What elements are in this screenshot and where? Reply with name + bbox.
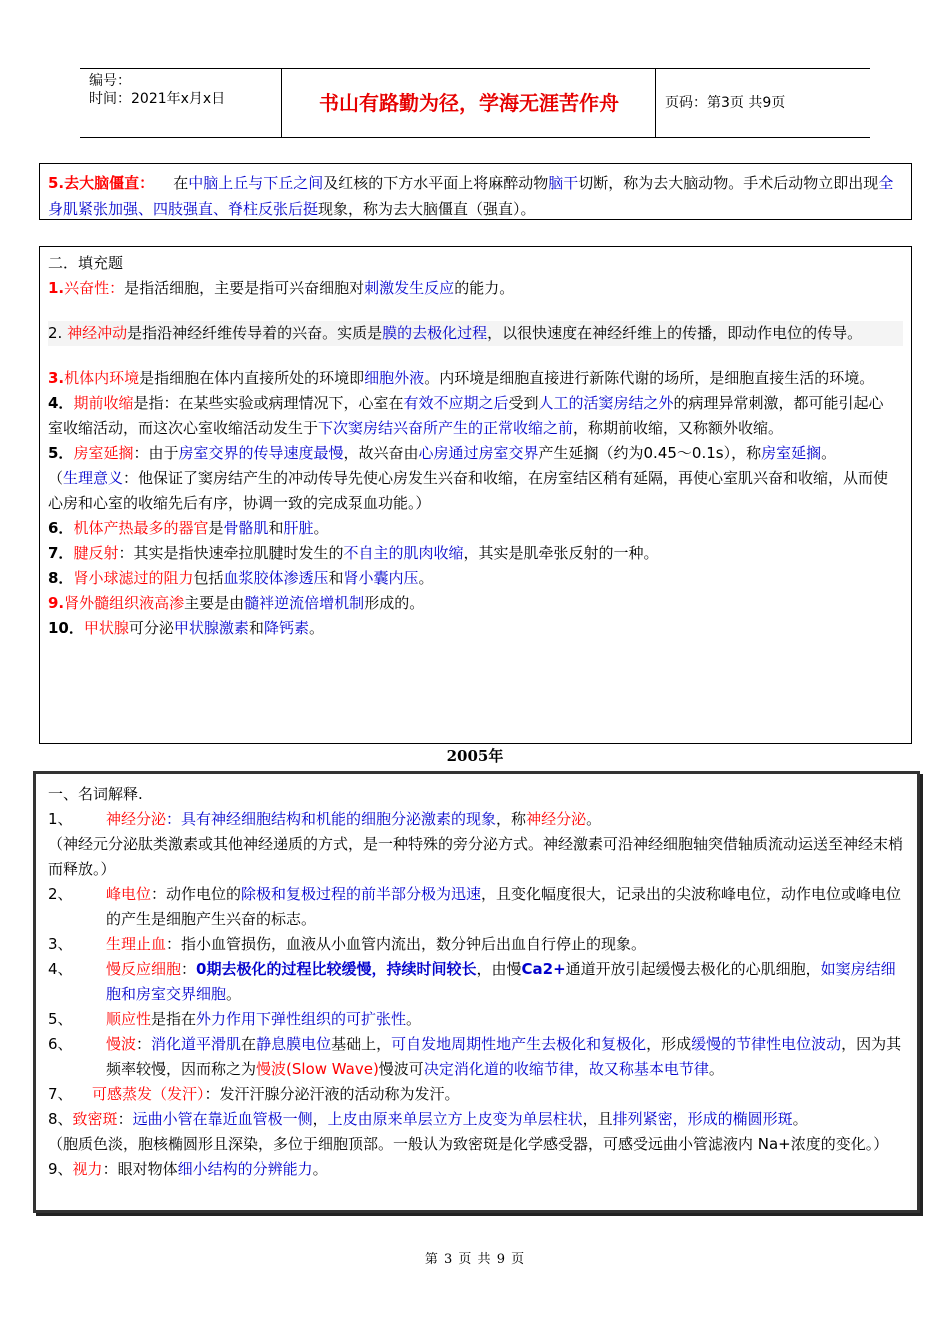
item-number: 3. [48,369,65,387]
keyword: 决定消化道的收缩节律，故又称基本电节律 [423,1060,709,1078]
fill-item-5-note [48,466,903,516]
keyword: 可自发地周期性地产生去极化和复极化 [391,1035,647,1053]
term-item-1-note: （神经元分泌肽类激素或其他神经递质的方式，是一种特殊的旁分泌方式。神经激素可沿神经细胞轴突借轴质流动运送至神经末梢而释放。） [48,835,904,878]
text: 切断，称为去大脑动物。手术后动物立即出现 [578,174,879,192]
keyword: Ca2+ [521,960,566,978]
item-number: 10． [48,619,84,637]
term: 机体内环境 [64,369,140,387]
text: 形成的。 [364,594,425,612]
text: 。 [313,519,329,537]
keyword: 甲状腺激素 [173,619,249,637]
item-number: 7、 [48,1085,73,1103]
text: 及红核的下方水平面上将麻醉动物 [323,174,549,192]
keyword: 0期去极化的过程比较缓慢，持续时间较长 [196,960,477,978]
text: 的病理异常刺激，都可能引起心 [673,394,884,412]
keyword: 上皮由原来单层立方上皮变为单层柱状 [327,1110,583,1128]
decerebrate-rigidity-box [39,163,912,220]
term: 期前收缩 [73,394,134,412]
page-footer: 第 3 页 共 9 页 [424,1252,526,1267]
text: 。 [586,810,602,828]
item-number: 5、 [48,1010,73,1028]
item-number: 1、 [48,810,73,828]
keyword: 有效不应期之后 [403,394,509,412]
keyword: 髓袢逆流倍增机制 [244,594,365,612]
definition-paragraph [48,170,903,222]
text: ： [136,1035,152,1053]
text: 的能力。 [454,279,515,297]
keyword: 不自主的肌肉收缩 [343,544,464,562]
header-meta [80,69,282,137]
fill-in-section [39,246,912,744]
text: 。 [708,1060,724,1078]
header-page-info: 页码：第3页 共9页 [665,95,786,111]
fill-item-9 [48,591,903,616]
text: ，因为其频率较慢，因而称之为 [106,1035,902,1078]
item-number: 5. [48,174,65,192]
keyword: 肾小囊内压 [343,569,419,587]
term: 神经冲动 [67,324,128,342]
keyword: 房室交界的传导速度最慢 [178,444,344,462]
section-title: 一、名词解释. [48,785,143,803]
text: 包括 [193,569,224,587]
text: 在 [173,174,189,192]
text: 。 [312,1160,328,1178]
term: 去大脑僵直： [64,174,155,192]
term: 房室延搁 [73,444,134,462]
keyword: 外力作用下弹性组织的可扩张性 [196,1010,407,1028]
keyword: 降钙素 [263,619,309,637]
text: ：发汗汗腺分泌汗液的活动称为发汗。 [204,1085,460,1103]
keyword: 血浆胶体渗透压 [223,569,329,587]
term: 肾外髓组织液高渗 [64,594,185,612]
keyword: 刺激发生反应 [364,279,455,297]
keyword: 脑干 [548,174,579,192]
text: 。 [308,619,324,637]
keyword: 具有神经细胞结构和机能的细胞分泌激素的现象 [181,810,497,828]
text: 和 [268,519,284,537]
section-title: 二．填充题 [48,254,124,272]
fill-item-3 [48,366,903,391]
term: 机体产热最多的器官 [73,519,209,537]
text: 。 [226,985,242,1003]
fill-item-5 [48,441,903,466]
text: ：其实是指快速牵拉肌腱时发生的 [118,544,344,562]
text: ：指小血管损伤，血液从小血管内流出，数分钟后出血自行停止的现象。 [166,935,647,953]
text: 室收缩活动，而这次心室收缩活动发生于 [48,419,319,437]
text: 产生延搁（约为0.45～0.1s），称 [538,444,762,462]
keyword: 全身肌紧张加强、四肢强直、脊柱反张后挺 [48,174,894,218]
keyword: 人工的活窦房结之外 [538,394,674,412]
item-number: 7． [48,544,74,562]
text: （ [48,469,64,487]
item-number: 4． [48,394,74,412]
fill-item-2 [48,321,903,346]
keyword: 缓慢的节律性电位波动 [691,1035,842,1053]
keyword: 静息膜电位 [256,1035,332,1053]
text: ， [312,1110,328,1128]
text: 受到 [508,394,539,412]
text: ，且 [582,1110,613,1128]
text: 通道开放引起缓慢去极化的心肌细胞， [565,960,821,978]
term: 顺应性 [106,1010,152,1028]
text: 和 [328,569,344,587]
text: ，且变化幅度很大，记录出的尖波称峰电位，动作电位或峰电位的产生是细胞产生兴奋的标志。 [106,885,902,928]
term-item-9 [48,1157,905,1182]
text: 。 [406,1010,422,1028]
text: 。内环境是细胞直接进行新陈代谢的场所，是细胞直接生活的环境。 [424,369,875,387]
keyword: 慢波(Slow Wave) [256,1060,379,1078]
term: 肾小球滤过的阻力 [73,569,194,587]
term-item-8-note: （胞质色淡，胞核椭圆形且深染，多位于细胞顶部。一般认为致密斑是化学感受器，可感受远曲小管滤液内 Na+浓度的变化。） [48,1135,889,1153]
text: ，以很快速度在神经纤维上的传播，即动作电位的传导。 [487,324,863,342]
year-heading: 2005年 [446,747,504,765]
text: ： [117,1110,133,1128]
term-explanations-section [33,771,920,1213]
term: 致密斑 [72,1110,118,1128]
item-number: 9、 [48,1160,73,1178]
text: 基础上， [331,1035,392,1053]
term: 腱反射 [73,544,119,562]
text: 。 [418,569,434,587]
text: ，称 [496,810,527,828]
term: 可感蒸发（发汗） [92,1085,205,1103]
keyword: 细小结构的分辨能力 [177,1160,313,1178]
text: 是 [208,519,224,537]
item-number: 9. [48,594,65,612]
code-label: 编号： [89,73,131,89]
text: 是指细胞在体内直接所处的环境即 [139,369,365,387]
term-item-1 [48,807,905,832]
text: ：由于 [133,444,179,462]
text: ，由慢 [476,960,522,978]
text: 是指活细胞，主要是指可兴奋细胞对 [124,279,365,297]
fill-item-10 [48,616,903,641]
text: ： [166,810,182,828]
fill-item-1 [48,276,903,301]
text: 在 [241,1035,257,1053]
term: 视力 [72,1160,103,1178]
item-number: 3、 [48,935,73,953]
term-item-7 [48,1082,905,1107]
keyword: 细胞外液 [364,369,425,387]
text: 是指沿神经纤维传导着的兴奋。实质是 [127,324,383,342]
text: ，其实是肌牵张反射的一种。 [463,544,659,562]
text: ，称期前收缩，又称额外收缩。 [573,419,784,437]
header-motto: 书山有路勤为径，学海无涯苦作舟 [283,69,656,137]
keyword: 房室延搁 [761,444,822,462]
keyword: 心房通过房室交界 [418,444,539,462]
term-item-4 [48,957,905,1007]
term: 生理意义 [63,469,124,487]
text: ：他保证了窦房结产生的冲动传导先使心房发生兴奋和收缩，在房室结区稍有延隔，再使心室肌兴奋和收缩，从而使心房和心室的收缩先后有序，协调一致的完成泵血功能。） [48,469,889,512]
date-label: 时间：2021年x月x日 [89,91,226,107]
item-number: 2、 [48,885,73,903]
text: 和 [248,619,264,637]
keyword: 神经分泌 [526,810,587,828]
term: 甲状腺 [83,619,129,637]
term-item-3 [48,932,905,957]
fill-item-8 [48,566,903,591]
item-number: 6、 [48,1035,73,1053]
keyword: 下次窦房结兴奋所产生的正常收缩之前 [318,419,574,437]
item-number: 4、 [48,960,73,978]
fill-item-6 [48,516,903,541]
keyword: 排列紧密，形成的椭圆形斑 [612,1110,793,1128]
keyword: 肝脏 [283,519,314,537]
text: ，故兴奋由 [343,444,419,462]
text: 是指在 [151,1010,197,1028]
text: 现象，称为去大脑僵直（强直）。 [318,200,536,218]
fill-item-4 [48,391,903,441]
text: ，形成 [646,1035,692,1053]
keyword: 除极和复极过程的前半部分极为迅速 [241,885,482,903]
item-number: 6． [48,519,74,537]
keyword: 中脑上丘与下丘之间 [188,174,324,192]
item-number: 2. [48,324,63,342]
item-number: 5． [48,444,74,462]
text: 是指：在某些实验或病理情况下，心室在 [133,394,404,412]
text: ：动作电位的 [151,885,242,903]
fill-item-7 [48,541,903,566]
text: 。 [792,1110,808,1128]
text: 可分泌 [128,619,174,637]
keyword: 如窦房结细胞和房室交界细胞 [106,960,896,1003]
text: ： [181,960,197,978]
term-item-8 [48,1107,905,1132]
text: ：眼对物体 [102,1160,178,1178]
page-header [80,68,870,138]
term: 生理止血 [106,935,167,953]
text: 。 [821,444,837,462]
keyword: 膜的去极化过程 [382,324,488,342]
keyword: 消化道平滑肌 [151,1035,242,1053]
term: 慢反应细胞 [106,960,182,978]
term-item-2 [48,882,905,932]
item-number: 8． [48,569,74,587]
keyword: 骨骼肌 [223,519,269,537]
term-item-6 [48,1032,905,1082]
term: 慢波 [106,1035,137,1053]
item-number: 8、 [48,1110,73,1128]
term: 兴奋性： [64,279,125,297]
text: 主要是由 [184,594,245,612]
keyword: 远曲小管在靠近血管极一侧 [132,1110,313,1128]
term-item-5 [48,1007,905,1032]
term: 峰电位 [106,885,152,903]
text: 慢波可 [378,1060,424,1078]
item-number: 1. [48,279,65,297]
term: 神经分泌 [106,810,167,828]
